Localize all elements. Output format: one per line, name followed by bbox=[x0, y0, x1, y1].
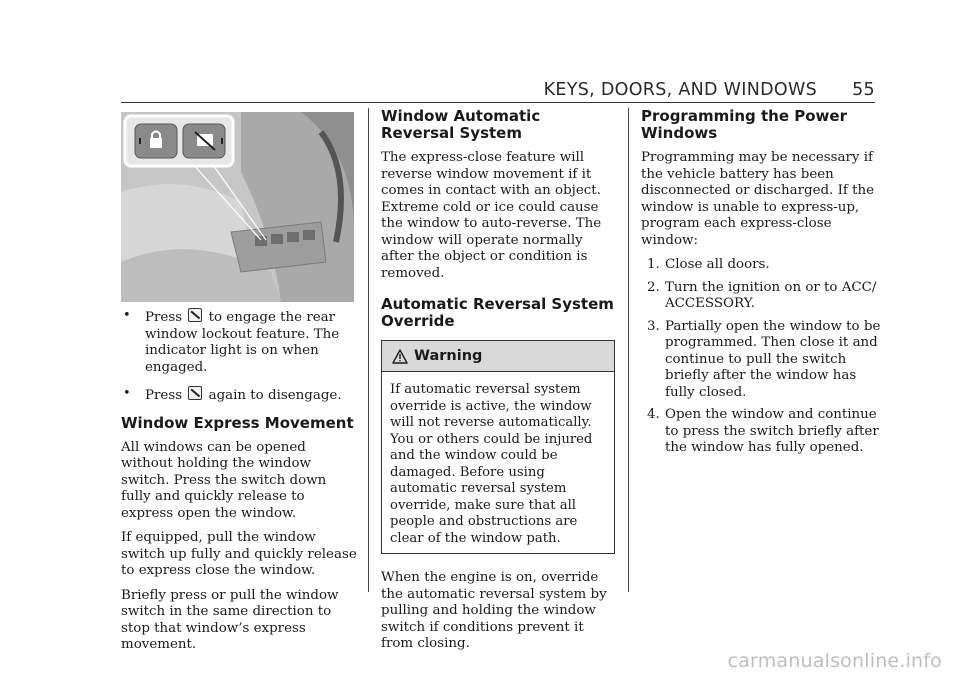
warning-body: If automatic reversal system override is active, the window will not reverse automatically. You or others could be injured and the window could be damaged. Before using automatic reversal system override, make sure that all people and obstructions are clear of the window path. bbox=[390, 382, 593, 546]
section-heading: Window Express Movement bbox=[121, 413, 354, 432]
bullet-dot: • bbox=[123, 308, 131, 323]
step-number: 3. bbox=[647, 318, 660, 334]
list-item bbox=[641, 280, 881, 313]
bullet-item bbox=[121, 386, 357, 405]
body-paragraph: If equipped, pull the window switch up fully and quickly release to express close the window. bbox=[121, 530, 357, 578]
watermark[interactable]: carmanualsonline.info bbox=[727, 650, 942, 672]
section-title: KEYS, DOORS, AND WINDOWS bbox=[543, 80, 817, 100]
window-lockout-icon bbox=[188, 386, 202, 400]
warning-title: Warning bbox=[414, 348, 483, 364]
bullet-text-before: Press bbox=[145, 388, 187, 403]
column-2 bbox=[381, 108, 615, 661]
warning-box bbox=[381, 340, 615, 554]
section-heading: Programming the Power Windows bbox=[641, 107, 847, 142]
bullet-text-after: again to disengage. bbox=[204, 388, 342, 403]
bullet-item bbox=[121, 308, 357, 376]
step-text: Partially open the window to be programmed. Then close it and continue to pull the switch briefly after the window has fully closed. bbox=[665, 318, 881, 400]
body-paragraph: The express-close feature will reverse window movement if it comes in contact with an object. Extreme cold or ice could cause the window to auto-reverse. The window will operate normally after the object or condition is removed. bbox=[381, 150, 602, 281]
section-heading: Window Automatic Reversal System bbox=[381, 107, 541, 142]
bullet-dot: • bbox=[123, 386, 131, 401]
list-item bbox=[641, 257, 881, 274]
door-panel-illustration bbox=[121, 112, 354, 302]
step-number: 4. bbox=[647, 407, 660, 422]
door-panel-drawing bbox=[121, 112, 354, 302]
column-divider bbox=[368, 108, 369, 592]
bullet-text-after: to engage the rear window lockout feature. The indicator light is on when engaged. bbox=[145, 310, 340, 375]
step-number: 2. bbox=[647, 279, 660, 295]
step-text: Close all doors. bbox=[665, 257, 770, 272]
column-divider bbox=[628, 108, 629, 592]
body-paragraph: Programming may be necessary if the vehicle battery has been disconnected or discharged. If the window is unable to express-up, program each express-close window: bbox=[641, 150, 875, 248]
section-heading: Automatic Reversal System Override bbox=[381, 295, 614, 330]
step-text: Turn the ignition on or to ACC/ ACCESSORY. bbox=[665, 279, 877, 311]
body-paragraph: When the engine is on, override the automatic reversal system by pulling and holding the window switch if conditions prevent it from closing. bbox=[381, 570, 607, 651]
bullet-text-before: Press bbox=[145, 310, 187, 325]
step-number: 1. bbox=[647, 257, 660, 272]
list-item bbox=[641, 319, 881, 402]
warning-header bbox=[382, 341, 614, 372]
step-text: Open the window and continue to press the switch briefly after the window has fully opened. bbox=[665, 407, 879, 455]
steps-list bbox=[641, 257, 881, 457]
list-item bbox=[641, 407, 881, 457]
body-paragraph: All windows can be opened without holding the window switch. Press the switch down fully and quickly release to express open the window. bbox=[121, 439, 327, 521]
page-number: 55 bbox=[852, 80, 875, 100]
body-paragraph: Briefly press or pull the window switch in the same direction to stop that window’s express movement. bbox=[121, 587, 339, 652]
warning-triangle-icon bbox=[392, 349, 408, 364]
page-header bbox=[121, 78, 875, 103]
window-lockout-icon bbox=[188, 308, 202, 322]
column-3 bbox=[641, 108, 881, 463]
column-1 bbox=[121, 108, 357, 662]
